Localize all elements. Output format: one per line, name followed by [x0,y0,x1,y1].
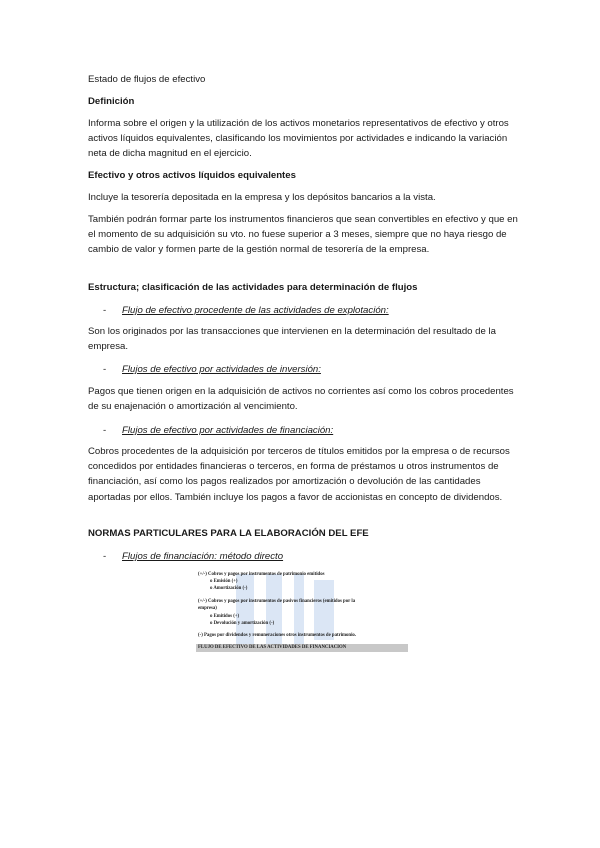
watermark-shape [314,580,334,640]
figure-line: empresa) [198,606,217,611]
figure-total-bar [196,644,408,652]
figure-line: o Emisión (+) [210,579,238,584]
figure-line: (+/-) Cobros y pagos por instrumentos de pasivos financieros (emitidos por la [198,599,356,604]
figure-line: (+/-) Cobros y pagos por instrumentos de patrimonio emitidos [198,572,325,577]
figure-line: (-) Pagos por dividendos y remuneraciones otros instrumentos de patrimonio. [198,633,357,638]
equivalents-text-2: También podrán formar parte los instrumentos financieros que sean convertibles en efectivo y que en el momento de su adquisición su vto. no fuese superior a 3 meses, siempre que no haya riesgo de cambio de valor y formen parte de la gestión normal de tesorería de la empresa. [88,214,518,256]
figure-line: o Amortización (-) [210,586,248,591]
bullet-financing: Flujos de efectivo por actividades de financiación: [122,425,334,436]
investing-text: Pagos que tienen origen en la adquisición de activos no corrientes así como los cobros procedentes de su enajenación o amortización al vencimiento. [88,386,514,413]
figure-total-label: FLUJO DE EFECTIVO DE LAS ACTIVIDADES DE FINANCIACION [198,645,347,650]
bullet-operating: Flujo de efectivo procedente de las actividades de explotación: [122,305,389,316]
figure-line: o Emitidos (+) [210,614,240,619]
norms-heading: NORMAS PARTICULARES PARA LA ELABORACIÓN DEL EFE [88,528,369,539]
bullet-dash: - [103,364,107,375]
figure-line: o Devolución y amortización (-) [210,621,275,626]
document-title: Estado de flujos de efectivo [88,74,206,85]
operating-text: Son los originados por las transacciones que intervienen en la determinación del resultado de la empresa. [88,326,496,353]
bullet-dash: - [103,425,107,436]
bullet-direct-method: Flujos de financiación: método directo [122,551,284,562]
financing-text: Cobros procedentes de la adquisición por terceros de títulos emitidos por la empresa o de recursos concedidos por entidades financieras o terceros, en forma de préstamos u otros instrumentos de financiación, así como los pagos realizados por amortización o devolución de las cantidades aportadas por ellos. También incluye los pagos a favor de accionistas en concepto de dividendos. [88,446,510,503]
equivalents-heading: Efectivo y otros activos líquidos equivalentes [88,170,296,181]
financing-flows-figure [196,570,408,654]
bullet-dash: - [103,305,107,316]
definition-text: Informa sobre el origen y la utilización de los activos monetarios representativos de efectivo y otros activos líquidos equivalentes, clasificando los movimientos por actividades e indicando la variación neta de dicha magnitud en el ejercicio. [88,118,509,160]
structure-heading: Estructura; clasificación de las actividades para determinación de flujos [88,282,418,293]
bullet-dash: - [103,551,107,562]
bullet-investing: Flujos de efectivo por actividades de inversión: [122,364,321,375]
equivalents-text-1: Incluye la tesorería depositada en la empresa y los depósitos bancarios a la vista. [88,192,436,203]
definition-heading: Definición [88,96,135,107]
